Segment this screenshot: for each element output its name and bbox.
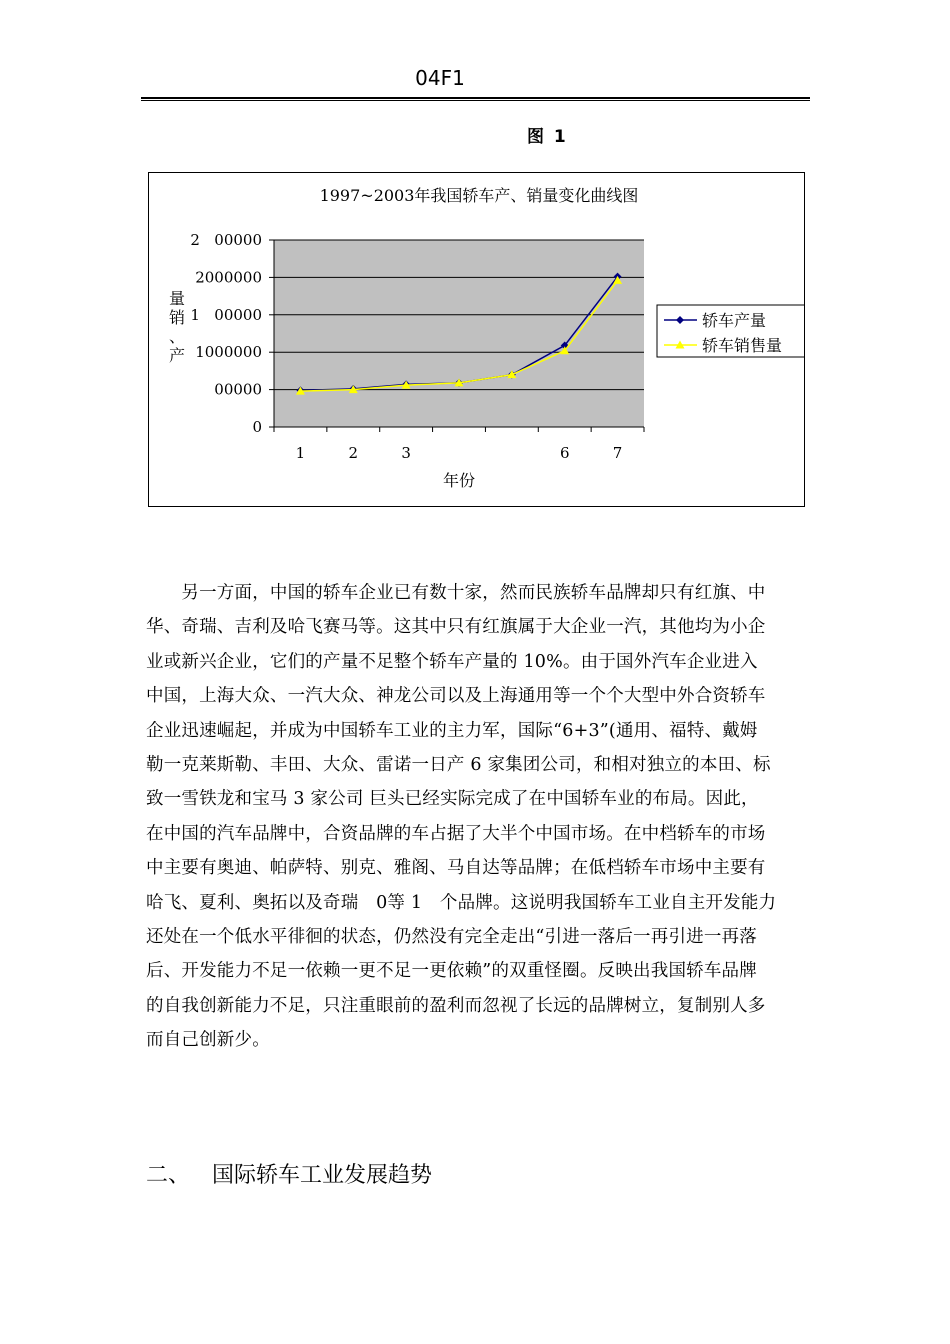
y-tick-label: 1 00000: [190, 305, 262, 324]
body-line: 的自我创新能力不足，只注重眼前的盈利而忽视了长远的品牌树立，复制别人多: [146, 995, 766, 1016]
body-line: 勒一克莱斯勒、丰田、大众、雷诺一日产 6 家集团公司，和相对独立的本田、标: [146, 754, 771, 775]
x-tick-label: 2: [348, 444, 359, 462]
body-line: 哈飞、夏利、奥拓以及奇瑞 0等 1 个品牌。这说明我国轿车工业自主开发能力: [146, 892, 777, 913]
body-line: 华、奇瑞、吉利及哈飞赛马等。这其中只有红旗属于大企业一汽，其他均为小企: [146, 617, 766, 638]
section-title: 国际轿车工业发展趋势: [212, 1163, 433, 1188]
section-number: 二、: [146, 1163, 191, 1188]
legend: [657, 305, 804, 357]
body-line: 企业迅速崛起，并成为中国轿车工业的主力军，国际“6+3”(通用、福特、戴姆: [146, 720, 758, 741]
y-axis-label-char: 、: [168, 327, 186, 346]
body-line: 另一方面，中国的轿车企业已有数十家，然而民族轿车品牌却只有红旗、中: [146, 583, 766, 603]
x-tick-label: 1: [295, 444, 306, 462]
x-axis-label: 年份: [442, 471, 476, 490]
y-axis-label: [169, 289, 185, 365]
figure-label: 图 1: [527, 127, 568, 147]
body-line: 后、开发能力不足一依赖一更不足一更依赖”的双重怪圈。反映出我国轿车品牌: [146, 961, 757, 982]
body-line: 中国，上海大众、一汽大众、神龙公司以及上海通用等一个个大型中外合资轿车: [146, 686, 766, 707]
y-tick-label: 2 00000: [190, 231, 262, 249]
body-line: 在中国的汽车品牌中，合资品牌的车占据了大半个中国市场。在中档轿车的市场: [146, 823, 766, 844]
x-tick-labels: [296, 444, 623, 462]
body-line: 而自己创新少。: [146, 1030, 270, 1051]
document-code: 04F1: [415, 66, 465, 90]
x-tick-label: 6: [559, 444, 570, 462]
y-axis-label-char: 产: [168, 346, 186, 365]
x-tick-label: 7: [612, 444, 623, 462]
body-line: 还处在一个低水平徘徊的状态，仍然没有完全走出“引进一落后一再引进一再落: [146, 926, 757, 947]
chart-title: 1997~2003年我国轿车产、销量变化曲线图: [319, 186, 639, 205]
y-axis-label-char: 销: [168, 308, 186, 327]
y-tick-label: 2000000: [195, 268, 262, 287]
body-line: 业或新兴企业，它们的产量不足整个轿车产量的 10%。由于国外汽车企业进入: [146, 651, 758, 672]
y-tick-labels: [190, 231, 262, 436]
y-axis-label-char: 量: [168, 289, 186, 308]
legend-label: 轿车产量: [702, 311, 767, 330]
y-tick-label: 00000: [214, 380, 262, 399]
legend-label: 轿车销售量: [702, 336, 783, 355]
y-tick-label: 0: [252, 418, 262, 436]
line-chart: [149, 173, 804, 506]
x-tick-label: 3: [401, 444, 411, 462]
chart-container: [148, 172, 805, 507]
plot-area: [274, 240, 644, 427]
body-line: 中主要有奥迪、帕萨特、别克、雅阁、马自达等品牌；在低档轿车市场中主要有: [146, 858, 766, 879]
y-tick-label: 1000000: [195, 343, 262, 362]
section-heading: [146, 1158, 432, 1189]
header-divider: [141, 97, 810, 101]
body-line: 致一雪铁龙和宝马 3 家公司 巨头已经实际完成了在中国轿车业的布局。因此，: [146, 789, 759, 810]
body-paragraph: [146, 576, 808, 1057]
